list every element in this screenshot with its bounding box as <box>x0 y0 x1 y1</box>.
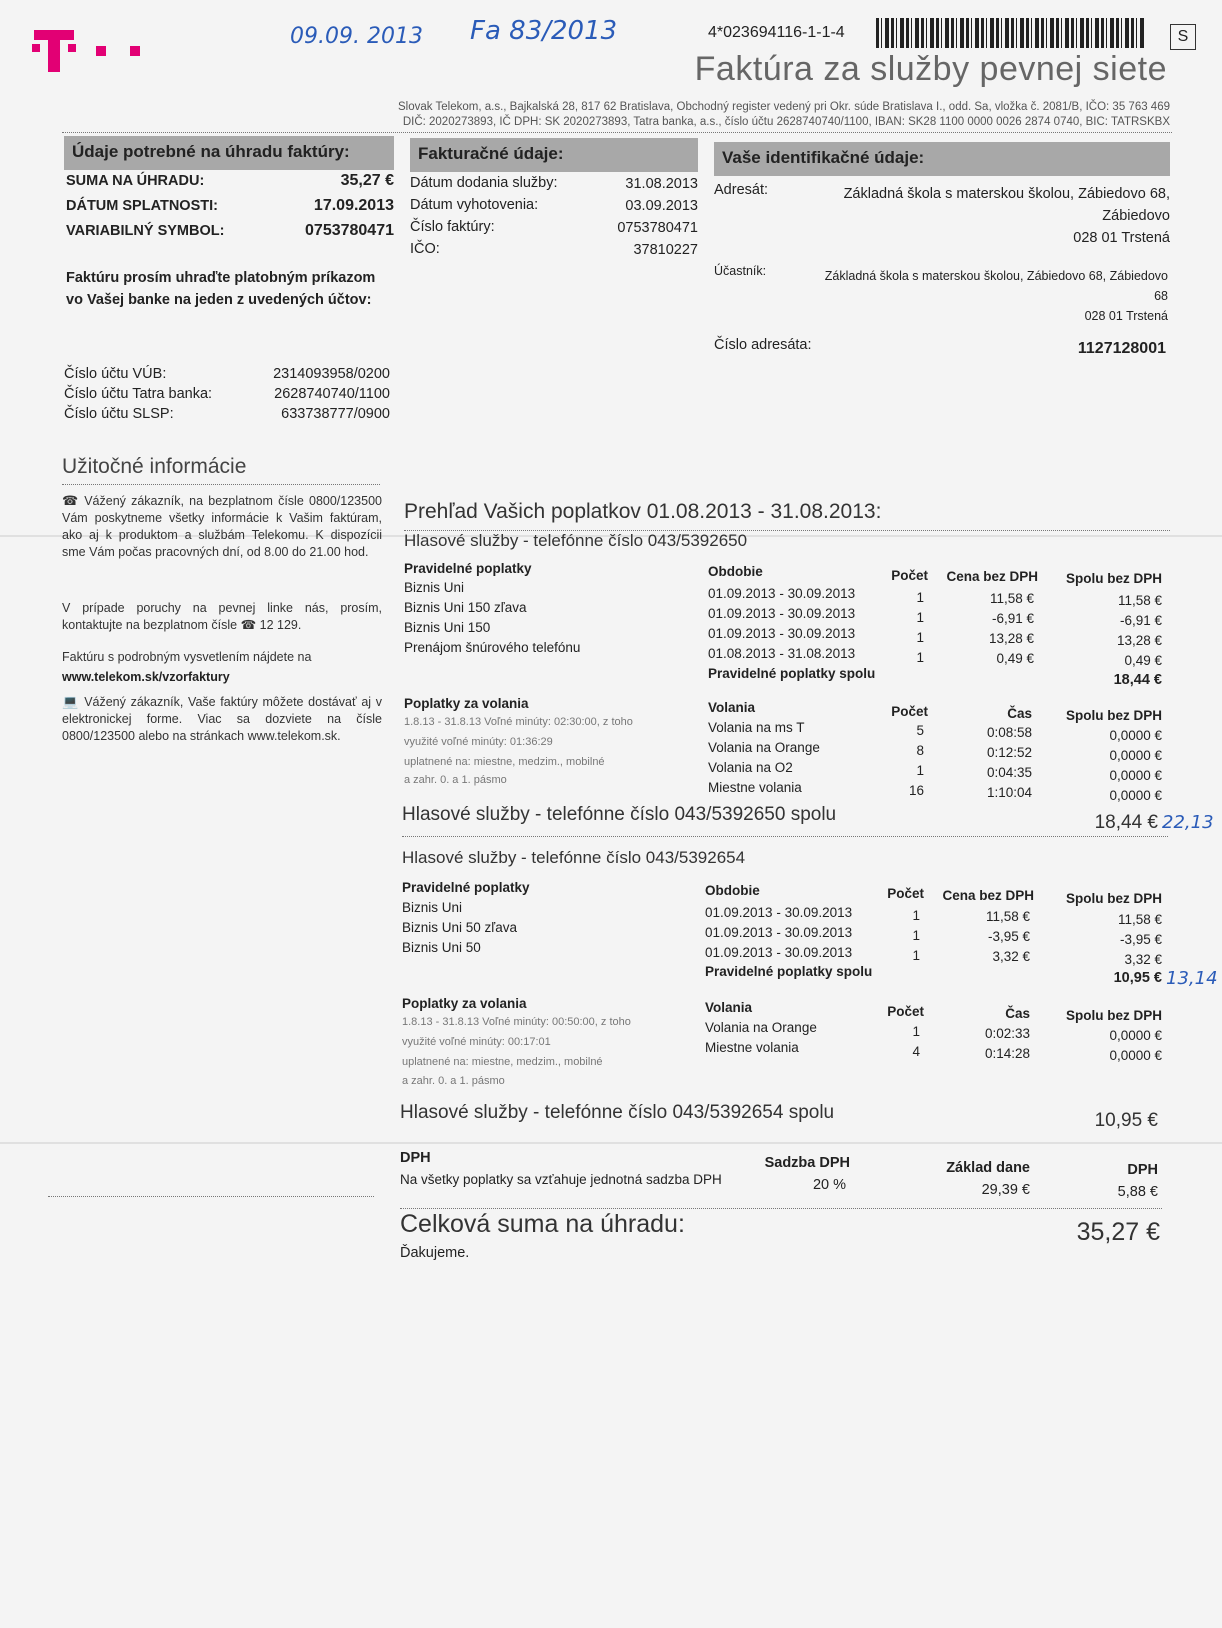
fee-name: Biznis Uni 150 zľava <box>404 600 527 615</box>
regular-fees-heading: Pravidelné poplatky <box>404 561 532 576</box>
call-type: Miestne volania <box>705 1040 799 1055</box>
billing-value: 03.09.2013 <box>625 198 698 214</box>
participant-label: Účastník: <box>714 264 767 278</box>
call-total: 0,0000 € <box>1109 1048 1162 1063</box>
free-minutes-note: 1.8.13 - 31.8.13 Voľné minúty: 02:30:00, z toho <box>404 716 633 728</box>
info-heading: Užitočné informácie <box>62 455 247 478</box>
payment-instruction-1: Faktúru prosím uhraďte platobným príkazom <box>66 270 376 286</box>
col-count: Počet <box>887 886 924 901</box>
call-count: 16 <box>908 783 924 798</box>
regular-fees-sum-label: Pravidelné poplatky spolu <box>708 666 876 681</box>
col-count: Počet <box>887 1004 924 1019</box>
info-divider <box>62 484 380 485</box>
info-paragraph-1: ☎ Vážený zákazník, na bezplatnom čísle 0800/123500 Vám poskytneme všetky informácie k Vašim faktúram, ako aj k produktom a službám Telekomu. K dispozícii sme Vám počas pracovných dní, od 8.00 do 21.00 hod. <box>62 493 382 559</box>
fee-count: 1 <box>912 908 920 923</box>
call-total: 0,0000 € <box>1109 788 1162 803</box>
variable-symbol-label: VARIABILNÝ SYMBOL: <box>66 223 225 239</box>
fee-period: 01.08.2013 - 31.08.2013 <box>708 646 856 661</box>
free-minutes-note: a zahr. 0. a 1. pásmo <box>404 774 507 786</box>
handwritten-note-2: 13,14 <box>1166 968 1218 989</box>
fee-period: 01.09.2013 - 30.09.2013 <box>705 945 853 960</box>
free-minutes-note: a zahr. 0. a 1. pásmo <box>402 1075 505 1087</box>
company-info-line1: Slovak Telekom, a.s., Bajkalská 28, 817 62 Bratislava, Obchodný register vedený pri Okr. súde Bratislava I., odd. Sa, vložka č. 2081/B, IČO: 35 763 469 <box>398 101 1170 113</box>
tax-base-label: Základ dane <box>946 1160 1030 1176</box>
vat-amount-label: DPH <box>1127 1162 1158 1178</box>
fee-name: Biznis Uni 50 zľava <box>402 920 517 935</box>
fee-count: 1 <box>916 610 924 625</box>
call-count: 1 <box>912 1024 920 1039</box>
call-total: 0,0000 € <box>1109 748 1162 763</box>
col-total: Spolu bez DPH <box>1065 891 1162 906</box>
fee-total: 13,28 € <box>1116 633 1162 648</box>
vat-rate: 20 % <box>812 1177 846 1193</box>
call-fees-heading: Poplatky za volania <box>402 996 527 1011</box>
amount-label: SUMA NA ÚHRADU: <box>66 173 205 189</box>
phone-section-sum-label: Hlasové služby - telefónne číslo 043/5392654 spolu <box>400 1102 835 1123</box>
call-time: 0:14:28 <box>984 1046 1030 1061</box>
account-value: 2314093958/0200 <box>273 366 390 382</box>
call-fees-heading: Poplatky za volania <box>404 696 529 711</box>
col-price: Cena bez DPH <box>946 569 1038 584</box>
billing-label: IČO: <box>410 241 440 257</box>
call-time: 0:08:58 <box>986 725 1032 740</box>
fee-period: 01.09.2013 - 30.09.2013 <box>708 626 856 641</box>
participant-line1: Základná škola s materskou školou, Zábiedovo 68, Zábiedovo <box>824 269 1168 283</box>
vat-note: Na všetky poplatky sa vzťahuje jednotná sadzba DPH <box>400 1172 722 1187</box>
fee-count: 1 <box>912 928 920 943</box>
call-total: 0,0000 € <box>1109 728 1162 743</box>
billing-label: Dátum vyhotovenia: <box>410 197 539 213</box>
fee-total: 3,32 € <box>1124 952 1162 967</box>
call-type: Volania na O2 <box>708 760 793 775</box>
fee-name: Biznis Uni <box>404 580 465 595</box>
account-label: Číslo účtu SLSP: <box>64 406 174 422</box>
vat-amount: 5,88 € <box>1117 1184 1158 1200</box>
payment-heading: Údaje potrebné na úhradu faktúry: <box>64 136 394 170</box>
vat-rate-label: Sadzba DPH <box>764 1155 850 1171</box>
barcode <box>876 18 1144 48</box>
call-time: 1:10:04 <box>986 785 1032 800</box>
phone-section-title: Hlasové služby - telefónne číslo 043/5392650 <box>404 531 748 550</box>
call-count: 5 <box>916 723 924 738</box>
free-minutes-note: využité voľné minúty: 00:17:01 <box>402 1036 551 1048</box>
fee-name: Biznis Uni <box>402 900 463 915</box>
addressee-line1: Základná škola s materskou školou, Zábiedovo 68, <box>843 186 1170 202</box>
call-time: 0:04:35 <box>986 765 1032 780</box>
col-count: Počet <box>891 704 928 719</box>
fee-name: Biznis Uni 150 <box>404 620 491 635</box>
col-calls: Volania <box>705 1000 753 1015</box>
phone-section-sum-label: Hlasové služby - telefónne číslo 043/5392650 spolu <box>402 804 837 825</box>
fee-count: 1 <box>912 948 920 963</box>
fee-period: 01.09.2013 - 30.09.2013 <box>705 905 853 920</box>
sample-invoice-link[interactable]: www.telekom.sk/vzorfaktury <box>62 670 230 684</box>
call-time: 0:02:33 <box>984 1026 1030 1041</box>
document-code: 4*023694116-1-1-4 <box>708 24 845 41</box>
vat-heading: DPH <box>400 1150 431 1166</box>
fee-period: 01.09.2013 - 30.09.2013 <box>708 606 856 621</box>
call-type: Volania na Orange <box>705 1020 817 1035</box>
invoice-title: Faktúra za služby pevnej siete <box>694 50 1167 88</box>
billing-value: 0753780471 <box>617 220 698 236</box>
col-time: Čas <box>1007 706 1032 721</box>
phone-icon: ☎ <box>62 493 79 508</box>
phone-section-sum: 18,44 € <box>1094 812 1158 833</box>
regular-fees-heading: Pravidelné poplatky <box>402 880 530 895</box>
fee-price: 11,58 € <box>989 591 1034 606</box>
regular-fees-sum: 10,95 € <box>1113 970 1162 986</box>
participant-line2: 68 <box>1154 289 1168 303</box>
left-divider <box>48 1196 374 1197</box>
thank-you-text: Ďakujeme. <box>400 1245 470 1261</box>
col-price: Cena bez DPH <box>942 888 1034 903</box>
grand-total-label: Celková suma na úhradu: <box>400 1210 685 1238</box>
fee-price: 11,58 € <box>985 909 1030 924</box>
due-date-label: DÁTUM SPLATNOSTI: <box>66 198 218 214</box>
overview-title: Prehľad Vašich poplatkov 01.08.2013 - 31.08.2013: <box>404 500 882 523</box>
addressee-line3: 028 01 Trstená <box>1073 230 1170 246</box>
handwritten-note-1: 22,13 <box>1162 812 1214 833</box>
fee-name: Prenájom šnúrového telefónu <box>404 640 581 655</box>
payment-instruction-2: vo Vašej banke na jeden z uvedených účtov: <box>66 292 372 308</box>
addressee-line2: Zábiedovo <box>1102 208 1170 224</box>
free-minutes-note: 1.8.13 - 31.8.13 Voľné minúty: 00:50:00, z toho <box>402 1016 631 1028</box>
tax-base: 29,39 € <box>981 1182 1030 1198</box>
regular-fees-sum: 18,44 € <box>1113 672 1162 688</box>
amount-value: 35,27 € <box>340 172 394 189</box>
fee-price: 3,32 € <box>992 949 1030 964</box>
call-count: 8 <box>916 743 924 758</box>
info-paragraph-4: 💻 Vážený zákazník, Vaše faktúry môžete dostávať aj v elektronickej forme. Viac sa dozviete na čísle 0800/123500 alebo na stránkach www.telekom.sk. <box>62 694 382 743</box>
col-total: Spolu bez DPH <box>1065 1008 1162 1023</box>
customer-number-value: 1127128001 <box>1077 340 1166 357</box>
fee-count: 1 <box>916 630 924 645</box>
phone-section-sum: 10,95 € <box>1094 1110 1158 1131</box>
free-minutes-note: uplatnené na: miestne, medzim., mobilné <box>402 1056 603 1068</box>
free-minutes-note: uplatnené na: miestne, medzim., mobilné <box>404 756 605 768</box>
account-value: 633738777/0900 <box>281 406 390 422</box>
handwritten-ref: Fa 83/2013 <box>470 16 618 46</box>
header-divider <box>62 132 1172 133</box>
account-value: 2628740740/1100 <box>274 386 390 402</box>
call-total: 0,0000 € <box>1109 1028 1162 1043</box>
call-type: Volania na Orange <box>708 740 820 755</box>
billing-value: 31.08.2013 <box>625 176 698 192</box>
col-total: Spolu bez DPH <box>1065 571 1162 586</box>
due-date-value: 17.09.2013 <box>313 197 394 214</box>
company-info-line2: DIČ: 2020273893, IČ DPH: SK 2020273893, Tatra banka, a.s., číslo účtu 2628740740/1100, IBAN: SK28 1100 0000 0026 2874 0740, BIC: TATRSKBX <box>402 116 1170 128</box>
regular-fees-sum-label: Pravidelné poplatky spolu <box>705 964 873 979</box>
fee-price: -3,95 € <box>987 929 1030 944</box>
fee-period: 01.09.2013 - 30.09.2013 <box>708 586 856 601</box>
fee-total: 11,58 € <box>1117 593 1162 608</box>
col-total: Spolu bez DPH <box>1065 708 1162 723</box>
col-time: Čas <box>1005 1006 1030 1021</box>
fee-count: 1 <box>916 590 924 605</box>
free-minutes-note: využité voľné minúty: 01:36:29 <box>404 736 553 748</box>
fee-name: Biznis Uni 50 <box>402 940 481 955</box>
fee-total: -6,91 € <box>1119 613 1162 628</box>
fee-price: -6,91 € <box>991 611 1034 626</box>
call-count: 4 <box>912 1044 920 1059</box>
fee-period: 01.09.2013 - 30.09.2013 <box>705 925 853 940</box>
col-count: Počet <box>891 568 928 583</box>
fee-total: -3,95 € <box>1119 932 1162 947</box>
call-type: Volania na ms T <box>708 720 805 735</box>
addressee-label: Adresát: <box>714 182 768 198</box>
laptop-icon: 💻 <box>62 694 79 709</box>
account-label: Číslo účtu Tatra banka: <box>64 386 213 402</box>
col-period: Obdobie <box>705 883 760 898</box>
call-type: Miestne volania <box>708 780 802 795</box>
paper-fold <box>0 1142 1222 1144</box>
info-paragraph-2: V prípade poruchy na pevnej linke nás, prosím, kontaktujte na bezplatnom čísle ☎ 12 129. <box>62 601 382 632</box>
billing-heading: Fakturačné údaje: <box>410 138 698 172</box>
fee-price: 0,49 € <box>996 651 1034 666</box>
call-count: 1 <box>916 763 924 778</box>
fee-total: 11,58 € <box>1117 912 1162 927</box>
t-logo-icon <box>34 24 74 72</box>
variable-symbol-value: 0753780471 <box>305 222 394 239</box>
call-total: 0,0000 € <box>1109 768 1162 783</box>
identity-heading: Vaše identifikačné údaje: <box>714 142 1170 176</box>
fee-price: 13,28 € <box>988 631 1034 646</box>
grand-total-value: 35,27 € <box>1076 1218 1160 1246</box>
customer-number-label: Číslo adresáta: <box>714 337 812 353</box>
fee-count: 1 <box>916 650 924 665</box>
category-box: S <box>1170 24 1196 50</box>
call-time: 0:12:52 <box>986 745 1032 760</box>
section-divider <box>402 836 1168 837</box>
phone-section-title: Hlasové služby - telefónne číslo 043/5392654 <box>402 848 746 867</box>
billing-value: 37810227 <box>633 242 698 258</box>
account-label: Číslo účtu VÚB: <box>64 366 167 382</box>
fee-total: 0,49 € <box>1124 653 1162 668</box>
billing-label: Dátum dodania služby: <box>410 175 558 191</box>
col-period: Obdobie <box>708 564 763 579</box>
billing-label: Číslo faktúry: <box>410 219 495 235</box>
handwritten-date: 09.09. 2013 <box>290 24 423 49</box>
participant-line3: 028 01 Trstená <box>1084 309 1168 323</box>
col-calls: Volania <box>708 700 756 715</box>
info-paragraph-3: Faktúru s podrobným vysvetlením nájdete na <box>62 650 312 664</box>
vat-divider <box>400 1208 1162 1209</box>
